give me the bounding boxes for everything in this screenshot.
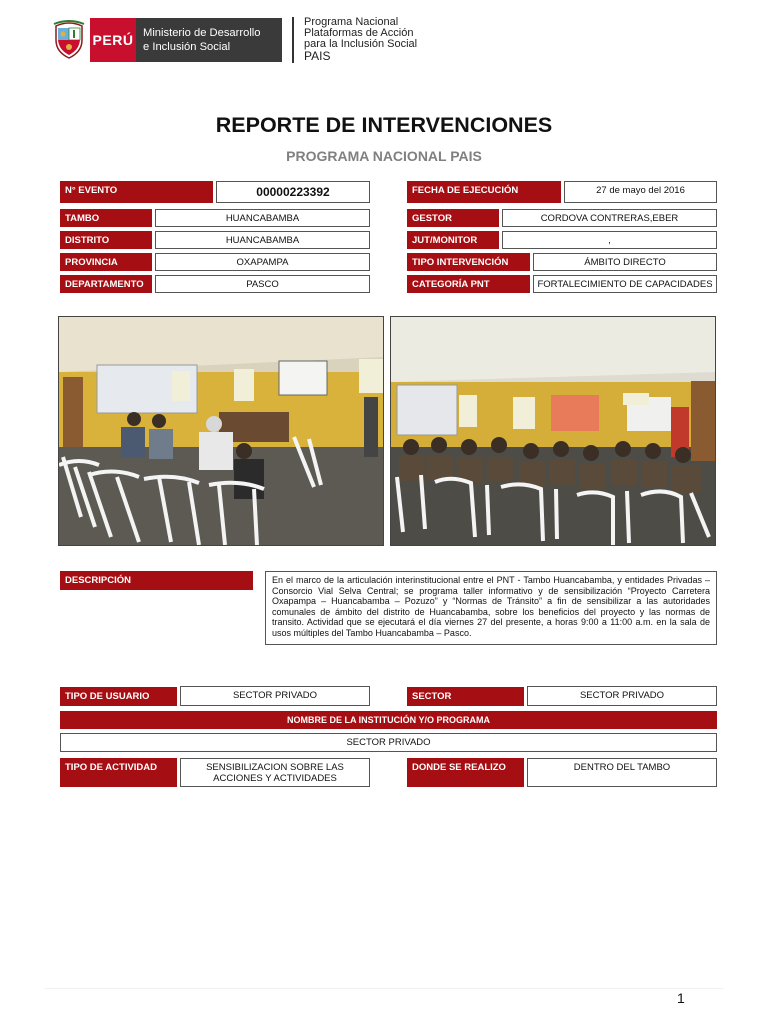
program-line-4: PAIS (304, 48, 331, 63)
provincia-label: PROVINCIA (60, 253, 152, 271)
institucion-value: SECTOR PRIVADO (60, 733, 717, 752)
footer-divider (44, 988, 724, 989)
program-line-3: para la Inclusión Social (304, 38, 418, 51)
jut-label: JUT/MONITOR (407, 231, 499, 249)
ministry-line-2: e Inclusión Social (143, 41, 231, 53)
event-photo-2 (390, 316, 716, 546)
gestor-label: GESTOR (407, 209, 499, 227)
page-number: 1 (677, 990, 685, 1006)
institucion-header: NOMBRE DE LA INSTITUCIÓN Y/O PROGRAMA (60, 711, 717, 729)
tipo-usuario-value: SECTOR PRIVADO (180, 686, 370, 706)
ministry-line-1: Ministerio de Desarrollo (143, 27, 261, 39)
descripcion-text: En el marco de la articulación interinstitucional entre el PNT - Tambo Huancabamba, y entidades Privadas – Consorcio Vial Selva Central; se programa taller informativo y de sensibilización “Proyecto Carretera Oxapampa – Huancabamba – Pozuzo” y “Normas de Tránsito” a fin de sensibilizar a las autoridades comunales de ámbito del distrito de Huancabamba, sobre los beneficios del proyecto y las normas de transito. Actividad que se ejecutará el día viernes 27 del presente, a horas 9:00 a 11:00 a.m. en la sala de usos múltiples del Tambo Huancabamba – Pasco. (265, 571, 717, 645)
distrito-label: DISTRITO (60, 231, 152, 249)
evento-value: 00000223392 (216, 181, 370, 203)
ministry-name (136, 18, 282, 62)
donde-value: DENTRO DEL TAMBO (527, 758, 717, 787)
tipo-intervencion-value: ÁMBITO DIRECTO (533, 253, 717, 271)
evento-label: N° EVENTO (60, 181, 213, 203)
tipo-actividad-value: SENSIBILIZACION SOBRE LAS ACCIONES Y ACTIVIDADES (180, 758, 370, 787)
donde-label: DONDE SE REALIZO (407, 758, 524, 787)
tipo-intervencion-label: TIPO INTERVENCIÓN (407, 253, 530, 271)
brand-peru: PERÚ (90, 18, 136, 62)
categoria-value: FORTALECIMIENTO DE CAPACIDADES (533, 275, 717, 293)
gestor-value: CORDOVA CONTRERAS,EBER (502, 209, 717, 227)
departamento-value: PASCO (155, 275, 370, 293)
report-title: REPORTE DE INTERVENCIONES (215, 113, 553, 137)
sector-label: SECTOR (407, 687, 524, 706)
coat-of-arms-icon (52, 20, 86, 60)
program-line-1: Programa Nacional (304, 16, 399, 28)
provincia-value: OXAPAMPA (155, 253, 370, 271)
tipo-actividad-label: TIPO DE ACTIVIDAD (60, 758, 177, 787)
categoria-label: CATEGORÍA PNT (407, 275, 530, 293)
government-logo (52, 18, 282, 62)
jut-value: , (502, 231, 717, 249)
fecha-label: FECHA DE EJECUCIÓN (407, 181, 561, 203)
sector-value: SECTOR PRIVADO (527, 686, 717, 706)
descripcion-label: DESCRIPCIÓN (60, 571, 253, 590)
report-subtitle: PROGRAMA NACIONAL PAIS (286, 148, 482, 164)
distrito-value: HUANCABAMBA (155, 231, 370, 249)
event-photo-1 (58, 316, 384, 546)
departamento-label: DEPARTAMENTO (60, 275, 152, 293)
fecha-value: 27 de mayo del 2016 (564, 181, 717, 203)
tambo-value: HUANCABAMBA (155, 209, 370, 227)
program-logo-text (292, 17, 417, 63)
tambo-label: TAMBO (60, 209, 152, 227)
tipo-usuario-label: TIPO DE USUARIO (60, 687, 177, 706)
program-line-2: Plataformas de Acción (304, 27, 414, 40)
